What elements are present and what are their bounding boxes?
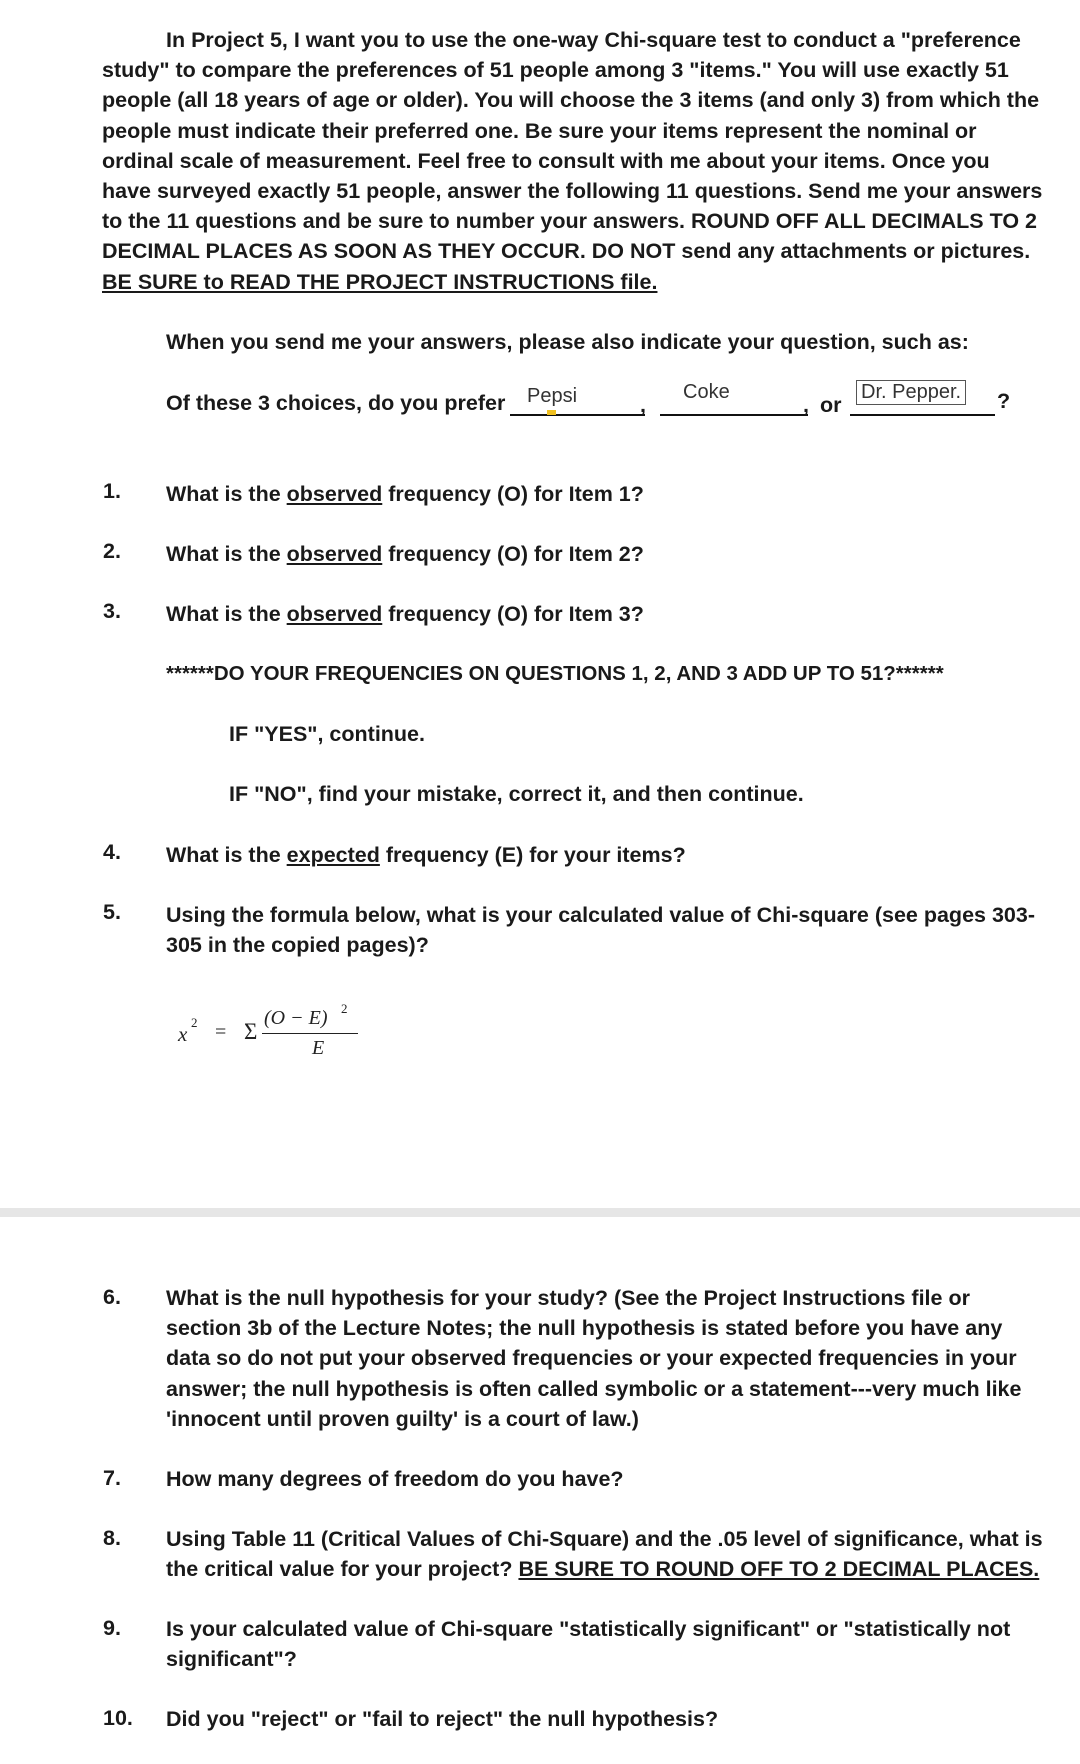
question-10: Did you "reject" or "fail to reject" the null hypothesis? — [166, 1707, 719, 1731]
frequency-check-line: ******DO YOUR FREQUENCIES ON QUESTIONS 1, 2, AND 3 ADD UP TO 51?****** — [166, 662, 944, 685]
text-cursor-icon — [547, 410, 556, 415]
question-number: 8. — [103, 1526, 121, 1550]
formula-denominator: E — [312, 1037, 325, 1059]
formula-exponent: 2 — [191, 1015, 198, 1030]
choice-2-field[interactable]: Coke — [683, 381, 730, 403]
fraction-bar — [262, 1033, 358, 1034]
question-text: frequency (O) for Item 2? — [382, 542, 644, 566]
if-no-line: IF "NO", find your mistake, correct it, and then continue. — [229, 782, 804, 806]
intro-paragraph — [102, 25, 1044, 297]
question-number: 1. — [103, 479, 121, 503]
if-yes-line: IF "YES", continue. — [229, 722, 425, 746]
question-number: 5. — [103, 900, 121, 924]
question-text: Using Table 11 (Critical Values of Chi-Square) and the .05 level of significance, what is the critical value for your project? — [166, 1527, 1043, 1582]
question-text: frequency (O) for Item 1? — [382, 482, 644, 506]
question-text: frequency (O) for Item 3? — [382, 602, 644, 626]
question-number: 3. — [103, 599, 121, 623]
question-number: 7. — [103, 1466, 121, 1490]
question-emphasis: BE SURE TO ROUND OFF TO 2 DECIMAL PLACES. — [518, 1557, 1040, 1582]
page-break-divider — [0, 1208, 1080, 1217]
choice-3-field[interactable]: Dr. Pepper. — [856, 380, 966, 405]
question-keyword: observed — [286, 602, 383, 626]
question-number: 9. — [103, 1616, 121, 1640]
choice-1-field[interactable]: Pepsi — [527, 385, 578, 407]
question-3 — [166, 599, 1046, 629]
question-9: Is your calculated value of Chi-square "statistically significant" or "statistically not significant"? — [166, 1617, 1011, 1672]
formula-sigma: Σ — [244, 1019, 258, 1044]
question-keyword: expected — [286, 843, 380, 867]
question-text: What is the — [166, 482, 287, 506]
intro-text: In Project 5, I want you to use the one-way Chi-square test to conduct a "preference study" to compare the preferences of 51 people among 3 "items." You will use exactly 51 people (all 18 years of age or older). You will choose the 3 items (and only 3) from which the people must indicate their preferred one. Be sure your items represent the nominal or ordinal scale of measurement. Feel free to consult with me about your items. Once you have surveyed exactly 51 people, answer the following 11 questions. Send me your answers to the 11 questions and be sure to number your answers. ROUND OFF ALL DECIMALS TO 2 DECIMAL PLACES AS SOON AS THEY OCCUR. DO NOT send any attachments or pictures. — [102, 28, 1043, 264]
choice-3-blank — [850, 414, 995, 416]
prefer-sentence-lead: Of these 3 choices, do you prefer — [166, 391, 506, 415]
question-6: What is the null hypothesis for your study? (See the Project Instructions file or section 3b of the Lecture Notes; the null hypothesis is stated before you have any data so do not put your observed frequencies or your expected frequencies in your answer; the null hypothesis is often called symbolic or a statement---very much like 'innocent until proven guilty' is a court of law.) — [166, 1286, 1022, 1431]
question-text: What is the — [166, 843, 287, 867]
question-number: 4. — [103, 840, 121, 864]
formula-equals: = — [215, 1021, 227, 1043]
prefer-comma-2: , — [803, 393, 809, 417]
prefer-comma-1: , — [640, 393, 646, 417]
when-send-line: When you send me your answers, please also indicate your question, such as: — [166, 330, 969, 354]
formula-numerator: (O − E) — [264, 1007, 328, 1029]
question-keyword: observed — [286, 482, 383, 506]
question-number: 6. — [103, 1285, 121, 1309]
question-number: 2. — [103, 539, 121, 563]
question-4 — [166, 840, 1046, 870]
question-5: Using the formula below, what is your calculated value of Chi-square (see pages 303-305 in the copied pages)? — [166, 903, 1035, 958]
question-number: 10. — [103, 1706, 133, 1730]
question-keyword: observed — [286, 542, 383, 566]
question-7: How many degrees of freedom do you have? — [166, 1467, 624, 1491]
question-text: frequency (E) for your items? — [379, 843, 686, 867]
formula-lhs: x — [178, 1022, 188, 1046]
question-2 — [166, 539, 1046, 569]
project-instructions-link: BE SURE to READ THE PROJECT INSTRUCTIONS file. — [102, 269, 658, 294]
question-8 — [166, 1524, 1046, 1584]
question-text: What is the — [166, 542, 287, 566]
formula-numerator-exponent: 2 — [341, 1001, 348, 1016]
choice-2-blank — [660, 414, 808, 416]
prefer-or: or — [820, 393, 842, 417]
choice-1-blank — [510, 414, 645, 416]
prefer-question-mark: ? — [997, 389, 1011, 413]
question-text: What is the — [166, 602, 287, 626]
question-1 — [166, 479, 1046, 509]
